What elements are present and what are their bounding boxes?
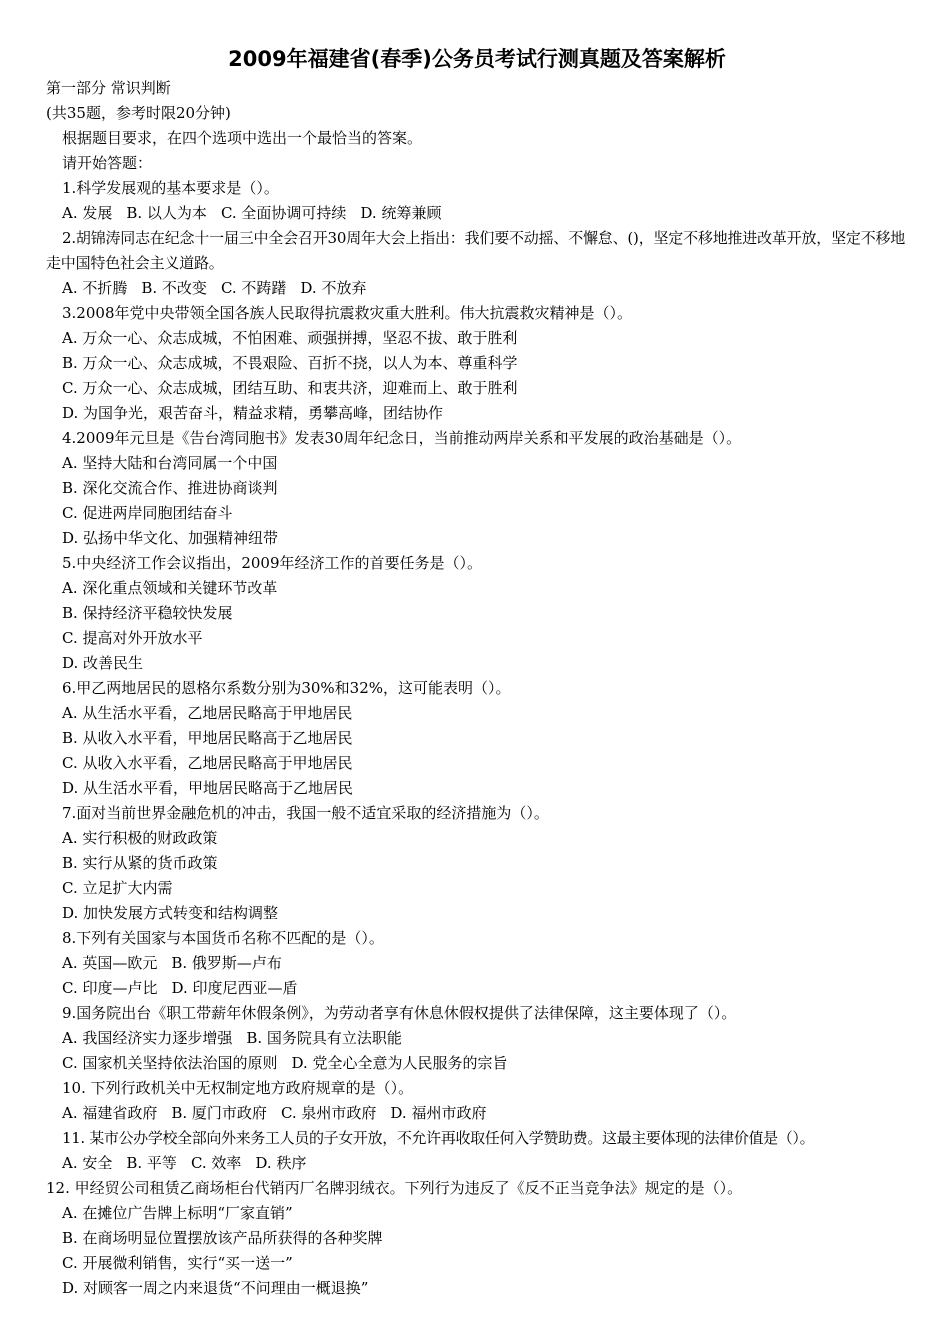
question-text: 4.2009年元旦是《告台湾同胞书》发表30周年纪念日，当前推动两岸关系和平发展的政治基础是（）。 [62,429,742,447]
option: D. 为国争光，艰苦奋斗，精益求精，勇攀高峰，团结协作 [62,404,444,422]
option: C. 国家机关坚持依法治国的原则 [62,1054,278,1072]
question-text: 10. 下列行政机关中无权制定地方政府规章的是（）。 [62,1079,414,1097]
option-row [46,976,908,1001]
option-row [46,201,908,226]
option-row [46,1151,908,1176]
option: C. 从收入水平看，乙地居民略高于甲地居民 [62,754,353,772]
option: B. 保持经济平稳较快发展 [62,604,233,622]
option: C. 效率 [190,1154,242,1172]
question-text: 3.2008年党中央带领全国各族人民取得抗震救灾重大胜利。伟大抗震救灾精神是（）。 [62,304,632,322]
option: C. 立足扩大内需 [62,879,173,897]
option: A. 坚持大陆和台湾同属一个中国 [62,454,278,472]
option: D. 改善民生 [62,654,144,672]
option: C. 全面协调可持续 [220,204,347,222]
option: A. 安全 [62,1154,113,1172]
option: D. 统筹兼顾 [360,204,442,222]
option: D. 党全心全意为人民服务的宗旨 [291,1054,508,1072]
option: A. 英国—欧元 [62,954,158,972]
option: D. 不放弃 [300,279,367,297]
option: A. 不折腾 [62,279,128,297]
section-note: (共35题，参考时限20分钟) [46,104,231,122]
option: C. 不踌躇 [220,279,287,297]
option: C. 印度—卢比 [62,979,158,997]
question-text: 9.国务院出台《职工带薪年休假条例》，为劳动者享有休息休假权提供了法律保障，这主要体现了（）。 [62,1004,737,1022]
option: B. 在商场明显位置摆放该产品所获得的各种奖牌 [62,1229,383,1247]
option: D. 从生活水平看，甲地居民略高于乙地居民 [62,779,354,797]
option: D. 印度尼西亚—盾 [171,979,298,997]
option: C. 促进两岸同胞团结奋斗 [62,504,233,522]
question-text: 12. 甲经贸公司租赁乙商场柜台代销丙厂名牌羽绒衣。下列行为违反了《反不正当竞争法》规定的是（）。 [46,1179,743,1197]
option: D. 福州市政府 [390,1104,487,1122]
option: A. 深化重点领域和关键环节改革 [62,579,278,597]
option: D. 弘扬中华文化、加强精神纽带 [62,529,279,547]
option: A. 发展 [62,204,113,222]
start-text: 请开始答题： [62,154,153,172]
option: C. 提高对外开放水平 [62,629,203,647]
option: B. 厦门市政府 [171,1104,267,1122]
option: D. 秩序 [255,1154,307,1172]
option: C. 泉州市政府 [280,1104,377,1122]
option: B. 不改变 [141,279,207,297]
option: A. 我国经济实力逐步增强 [62,1029,233,1047]
question-text-content: 2.胡锦涛同志在纪念十一届三中全会召开30周年大会上指出：我们要不动摇、不懈怠、()，坚定不移地推进改革开放，坚定不移地走中国特色社会主义道路。 [46,229,906,272]
option: B. 实行从紧的货币政策 [62,854,218,872]
option: B. 深化交流合作、推进协商谈判 [62,479,278,497]
option-row [46,1101,908,1126]
option: A. 实行积极的财政政策 [62,829,218,847]
question-text: 5.中央经济工作会议指出，2009年经济工作的首要任务是（）。 [62,554,482,572]
question-text: 7.面对当前世界金融危机的冲击，我国一般不适宜采取的经济措施为（）。 [62,804,549,822]
question-text: 11. 某市公办学校全部向外来务工人员的子女开放，不允许再收取任何入学赞助费。这最主要体现的法律价值是（）。 [62,1129,815,1147]
question-text: 6.甲乙两地居民的恩格尔系数分别为30%和32%，这可能表明（）。 [62,679,511,697]
option-row [46,1051,908,1076]
instruction-text: 根据题目要求，在四个选项中选出一个最恰当的答案。 [62,129,423,147]
option: A. 福建省政府 [62,1104,158,1122]
option: B. 万众一心、众志成城，不畏艰险、百折不挠，以人为本、尊重科学 [62,354,518,372]
option: B. 俄罗斯—卢布 [171,954,282,972]
option-row [46,276,908,301]
option: D. 加快发展方式转变和结构调整 [62,904,279,922]
option: C. 开展微利销售，实行“买一送一” [62,1254,293,1272]
option: A. 万众一心、众志成城，不怕困难、顽强拼搏，坚忍不拔、敢于胜利 [62,329,518,347]
option: B. 国务院具有立法职能 [246,1029,402,1047]
option-row [46,951,908,976]
option: D. 对顾客一周之内来退货“不问理由一概退换” [62,1279,369,1297]
section-heading: 第一部分 常识判断 [46,79,171,97]
option: A. 在摊位广告牌上标明“厂家直销” [62,1204,293,1222]
option-row [46,1026,908,1051]
question-text: 8.下列有关国家与本国货币名称不匹配的是（）。 [62,929,384,947]
option: A. 从生活水平看，乙地居民略高于甲地居民 [62,704,353,722]
question-text [46,226,908,276]
option: B. 以人为本 [126,204,207,222]
document-title: 2009年福建省(春季)公务员考试行测真题及答案解析 [228,47,726,71]
option: C. 万众一心、众志成城，团结互助、和衷共济，迎难而上、敢于胜利 [62,379,518,397]
question-text: 1.科学发展观的基本要求是（）。 [62,179,279,197]
option: B. 从收入水平看，甲地居民略高于乙地居民 [62,729,353,747]
option: B. 平等 [126,1154,177,1172]
